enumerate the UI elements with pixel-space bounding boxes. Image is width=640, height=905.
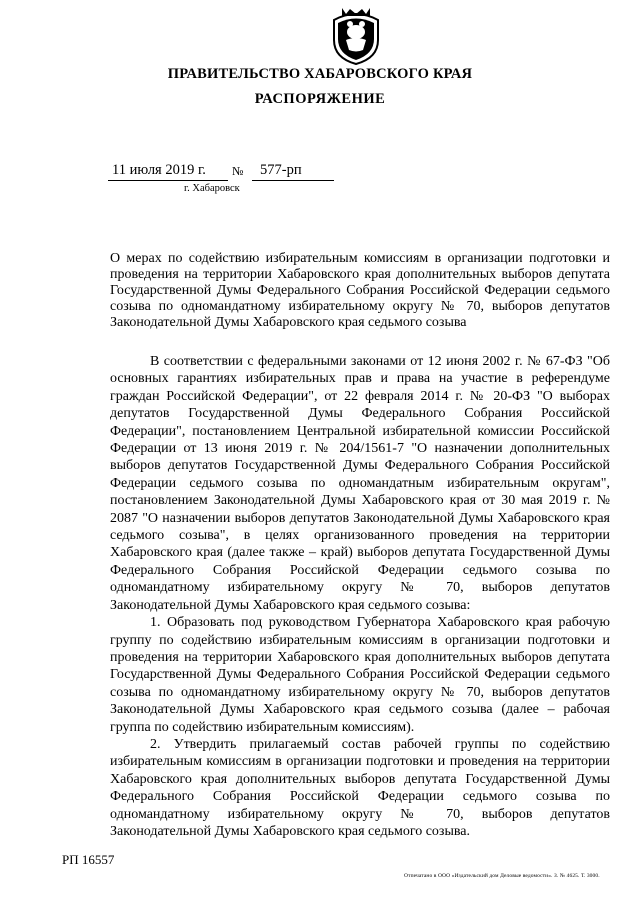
document-body <box>110 353 610 840</box>
document-type: РАСПОРЯЖЕНИЕ <box>254 91 386 107</box>
coat-of-arms-icon <box>330 6 382 66</box>
paragraph-item-2: 2. Утвердить прилагаемый состав рабочей группы по содействию избирательным комиссиям в организации подготовки и проведения на территории Хабаровского края дополнительных выборов депутата Государственной Думы Федерального Собрания Российской Федерации седьмого созыва по одномандатному избирательному округу № 70, выборов депутатов Законодательной Думы Хабаровского края седьмого созыва. <box>110 736 610 839</box>
printing-imprint: Отпечатано в ООО «Издательский дом Деловые ведомости». З. № 4625. Т. 3000. <box>404 873 600 879</box>
date-underline <box>108 180 228 181</box>
document-date: 11 июля 2019 г. <box>112 162 206 178</box>
document-title: О мерах по содействию избирательным комиссиям в организации подготовки и проведения на территории Хабаровского края дополнительных выборов депутата Государственной Думы Федерального Собрания Российской Федерации седьмого созыва по одномандатному избирательному округу № 70, выборов депутатов Законодательной Думы Хабаровского края седьмого созыва <box>110 251 610 330</box>
paragraph-item-1: 1. Образовать под руководством Губернатора Хабаровского края рабочую группу по содействию избирательным комиссиям в организации подготовки и проведения на территории Хабаровского края дополнительных выборов депутата Государственной Думы Федерального Собрания Российской Федерации седьмого созыва по одномандатному избирательному округу № 70, выборов депутатов Законодательной Думы Хабаровского края седьмого созыва (далее – рабочая группа по содействию избирательным комиссиям). <box>110 615 610 735</box>
document-number: 577-рп <box>260 162 302 178</box>
paragraph-preamble: В соответствии с федеральными законами от 12 июня 2002 г. № 67-ФЗ "Об основных гарантиях избирательных прав и права на участие в референдуме граждан Российской Федерации", от 22 февраля 2014 г. № 20-ФЗ "О выборах депутатов Государственной Думы Федерального Собрания Российской Федерации", постановлением Центральной избирательной комиссии Российской Федерации от 13 июня 2019 г. № 204/1561-7 "О назначении дополнительных выборов депутатов Государственной Думы Федерального Собрания Российской Федерации седьмого созыва по одномандатным избирательным округам", постановлением Законодательной Думы Хабаровского края от 30 мая 2019 г. № 2087 "О назначении выборов депутатов Законодательной Думы Хабаровского края седьмого созыва", в целях организованного проведения на территории Хабаровского края (далее также – край) выборов депутата Государственной Думы Федерального Собрания Российской Федерации седьмого созыва по одномандатному избирательному округу № 70, выборов депутатов Законодательной Думы Хабаровского края седьмого созыва: <box>110 354 610 613</box>
number-sign: № <box>232 164 244 178</box>
organization-name: ПРАВИТЕЛЬСТВО ХАБАРОВСКОГО КРАЯ <box>167 66 473 82</box>
city: г. Хабаровск <box>184 183 240 194</box>
registration-number: РП 16557 <box>62 852 115 867</box>
number-underline <box>252 180 334 181</box>
